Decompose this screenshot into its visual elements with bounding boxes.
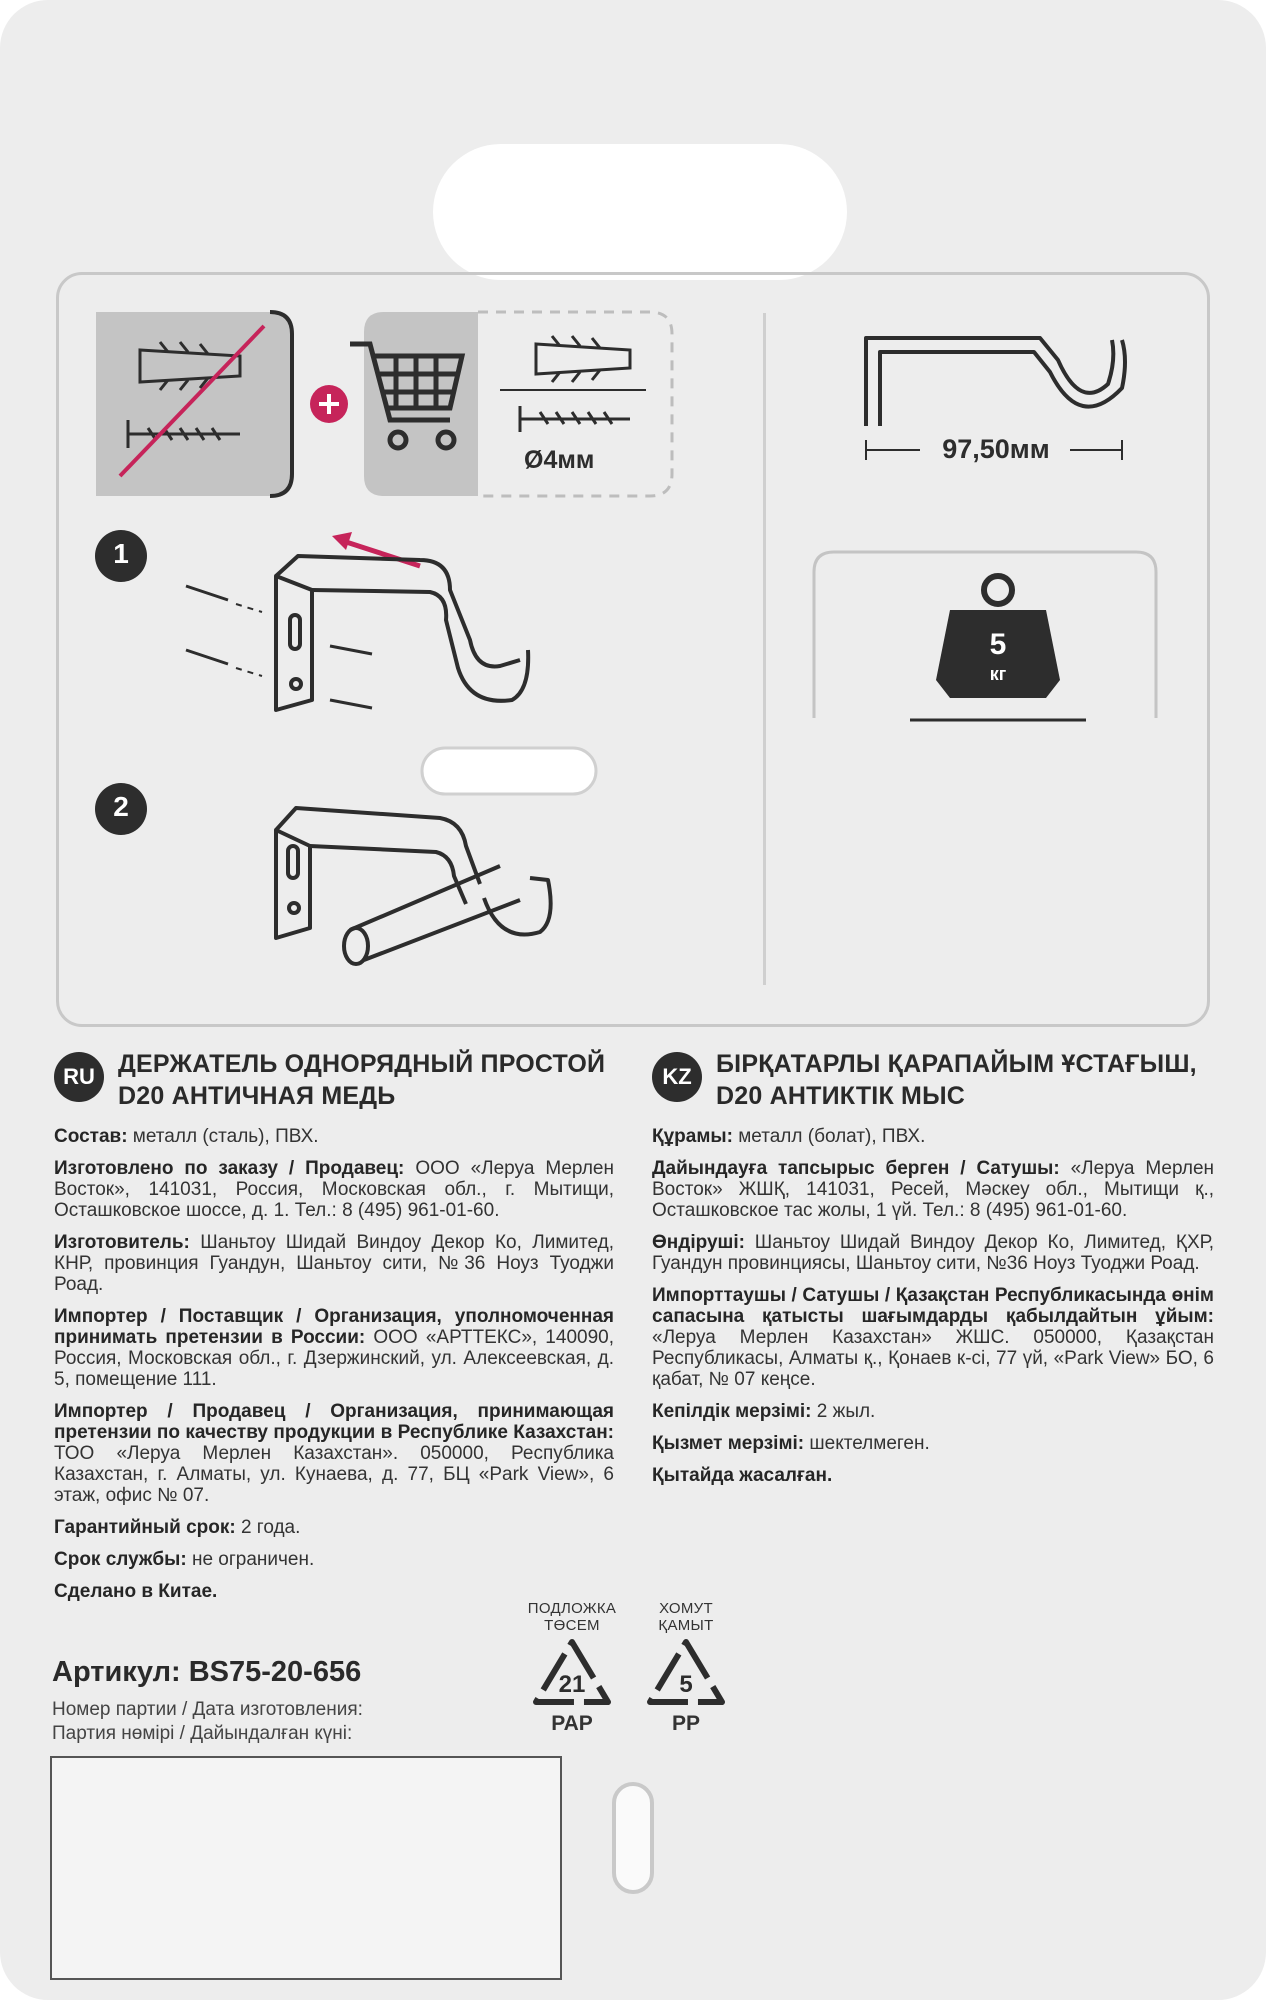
- step-2-number: 2: [113, 791, 129, 822]
- ru-seller: Изготовлено по заказу / Продавец: ООО «Леруа Мерлен Восток», 141031, Россия, Московская обл., г. Мытищи, Осташковское шоссе, д. 1. Тел.: 8 (495) 961-01-60.: [54, 1158, 614, 1221]
- batch-date-box: [50, 1756, 562, 1980]
- recycling-pap: [512, 1600, 632, 1736]
- kz-service-life: Қызмет мерзімі: шектелмеген.: [652, 1433, 930, 1454]
- recycling-pap-code: PAP: [551, 1712, 593, 1735]
- load-number: 5: [989, 628, 1007, 661]
- not-included-box: [96, 312, 292, 496]
- kz-seller: Дайындауға тапсырыс берген / Сатушы: «Леруа Мерлен Восток» ЖШҚ, 141031, Ресей, Мәскеу обл., Мытищи қ., Осташковское тас жолы, 1 үй. Тел.: 8 (495) 961-01-60.: [652, 1158, 1215, 1221]
- ru-origin: Сделано в Китае.: [54, 1581, 218, 1602]
- recycling-pp-code: PP: [671, 1712, 700, 1735]
- step-1-number: 1: [113, 538, 129, 569]
- recycling-pap-label-kz: ТӨСЕМ: [544, 1617, 600, 1634]
- ru-manufacturer: Изготовитель: Шаньтоу Шидай Виндоу Декор Ко, Лимитед, КНР, провинция Гуандун, Шаньтоу сити, №36 Ноуз Туоджи Роад.: [54, 1232, 614, 1295]
- batch-line-kz: Партия нөмірі / Дайындалған күні:: [52, 1723, 353, 1744]
- bracket-step2-icon: [276, 808, 551, 964]
- kz-origin: Қытайда жасалған.: [652, 1465, 833, 1486]
- kz-composition: Құрамы: металл (болат), ПВХ.: [652, 1126, 926, 1147]
- hook-profile-icon: [866, 338, 1125, 426]
- kz-manufacturer: Өндіруші: Шаньтоу Шидай Виндоу Декор Ко, Лимитед, ҚХР, Гуандун провинциясы, Шаньтоу сити, №36 Ноуз Туоджи Роад.: [652, 1232, 1214, 1274]
- ru-importer-russia: Импортер / Поставщик / Организация, уполномоченная принимать претензии в России: ООО «АРТТЕКС», 140090, Россия, Московская обл., г. Дзержинский, ул. Алексеевская, д. 5, помещение 111.: [54, 1306, 614, 1390]
- ru-section: [54, 1048, 614, 1613]
- cart-box: [350, 312, 478, 496]
- ru-warranty: Гарантийный срок: 2 года.: [54, 1517, 301, 1538]
- recycling-pp-label-kz: ҚАМЫТ: [658, 1617, 714, 1634]
- load-unit: кг: [989, 664, 1007, 684]
- kz-importer: Импорттаушы / Сатушы / Қазақстан Республикасында өнім сапасына қатысты шағымдарды қабылдайтын ұйым: «Леруа Мерлен Казахстан» ЖШС. 050000, Қазақстан Республикасы, Алматы қ., Қонаев к-сі, 77 үй, «Park View» БО, 6 қабат, № 07 кеңсе.: [652, 1285, 1214, 1390]
- recycle-triangle-icon: [644, 1636, 728, 1710]
- kz-badge: KZ: [652, 1052, 702, 1102]
- ru-service-life: Срок службы: не ограничен.: [54, 1549, 315, 1570]
- ru-composition: Состав: металл (сталь), ПВХ.: [54, 1126, 319, 1147]
- ru-title: ДЕРЖАТЕЛЬ ОДНОРЯДНЫЙ ПРОСТОЙ D20 АНТИЧНАЯ МЕДЬ: [118, 1050, 606, 1110]
- bottom-slot: [612, 1782, 654, 1894]
- kz-section: [652, 1048, 1214, 1497]
- recycling-pp-number: 5: [679, 1671, 693, 1698]
- drill-size-label: Ø4мм: [524, 446, 595, 474]
- batch-labels: [52, 1698, 363, 1746]
- bracket-step1-icon: [186, 556, 528, 710]
- recycling-pap-number: 21: [558, 1671, 586, 1698]
- depth-label: 97,50мм: [942, 434, 1050, 464]
- recycling-pap-label-ru: ПОДЛОЖКА: [527, 1600, 617, 1617]
- kz-warranty: Кепілдік мерзімі: 2 жыл.: [652, 1401, 876, 1422]
- recycle-triangle-icon: [530, 1636, 614, 1710]
- recycling-pp-label-ru: ХОМУТ: [659, 1600, 713, 1617]
- recycling-pp: [626, 1600, 746, 1736]
- batch-line-ru: Номер партии / Дата изготовления:: [52, 1699, 363, 1720]
- kz-title: БІРҚАТАРЛЫ ҚАРАПАЙЫМ ҰСТАҒЫШ, D20 АНТИКТІК МЫС: [716, 1050, 1197, 1110]
- article-number: Артикул: BS75-20-656: [52, 1656, 362, 1688]
- plus-icon: [310, 385, 348, 423]
- ru-badge: RU: [54, 1052, 104, 1102]
- rod-slot: [422, 748, 596, 794]
- ru-importer-kazakhstan: Импортер / Продавец / Организация, принимающая претензии по качеству продукции в Республике Казахстан: ТОО «Леруа Мерлен Казахстан». 050000, Республика Казахстан, г. Алматы, ул. Кунаева, д. 77, БЦ «Park View», 6 этаж, офис № 07.: [54, 1401, 614, 1506]
